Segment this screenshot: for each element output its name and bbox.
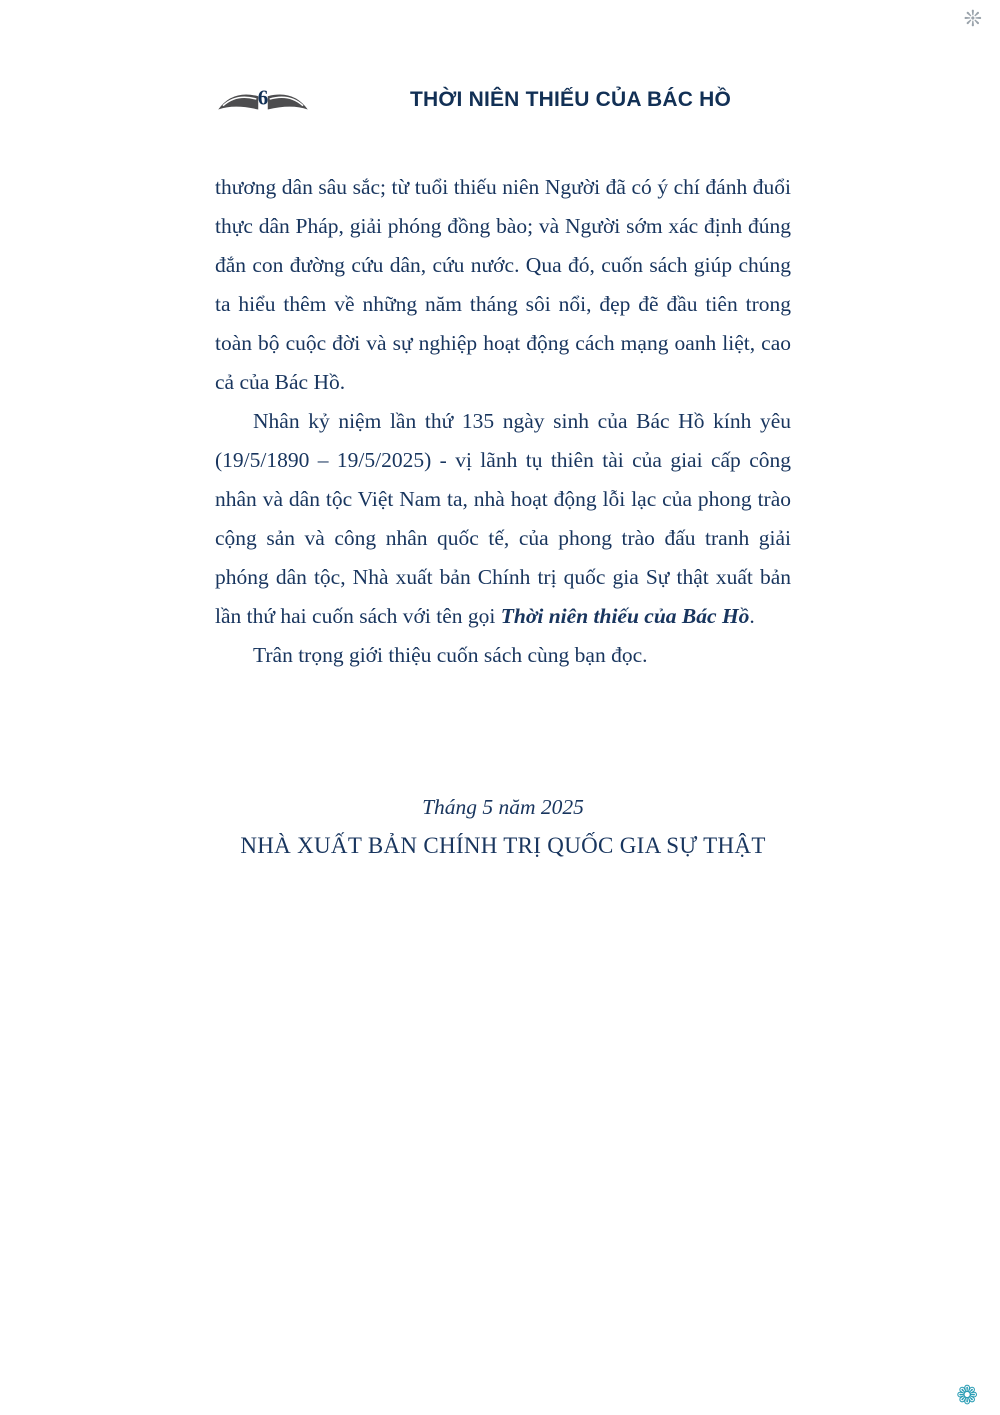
paragraph-text: Nhân kỷ niệm lần thứ 135 ngày sinh của Bác Hồ kính yêu (19/5/1890 – 19/5/2025) - vị lãnh tụ thiên tài của giai cấp công nhân và dân tộc Việt Nam ta, nhà hoạt động lỗi lạc của phong trào cộng sản và công nhân quốc tế, của phong trào đấu tranh giải phóng dân tộc, Nhà xuất bản Chính trị quốc gia Sự thật xuất bản lần thứ hai cuốn sách với tên gọi [215, 409, 791, 628]
paragraph: Trân trọng giới thiệu cuốn sách cùng bạn đọc. [253, 643, 648, 667]
publisher-line: NHÀ XUẤT BẢN CHÍNH TRỊ QUỐC GIA SỰ THẬT [240, 833, 766, 858]
flower-watermark-icon[interactable]: ❁ [956, 1381, 978, 1410]
running-head-title: THỜI NIÊN THIẾU CỦA BÁC HỒ [410, 88, 731, 111]
paragraph [215, 402, 791, 636]
date-line: Tháng 5 năm 2025 [422, 795, 584, 819]
snowflake-icon[interactable]: ❊ [963, 6, 982, 31]
inline-book-title: Thời niên thiếu của Bác Hồ [500, 604, 750, 628]
page-header [215, 78, 790, 122]
open-book-icon [215, 80, 311, 120]
paragraph: thương dân sâu sắc; từ tuổi thiếu niên Người đã có ý chí đánh đuổi thực dân Pháp, giải phóng đồng bào; và Người sớm xác định đúng đắn con đường cứu dân, cứu nước. Qua đó, cuốn sách giúp chúng ta hiểu thêm về những năm tháng sôi nổi, đẹp đẽ đầu tiên trong toàn bộ cuộc đời và sự nghiệp hoạt động cách mạng oanh liệt, cao cả của Bác Hồ. [215, 175, 791, 394]
paragraph-period: . [749, 604, 755, 628]
page-number: 6 [257, 85, 269, 110]
body-text [215, 168, 791, 675]
